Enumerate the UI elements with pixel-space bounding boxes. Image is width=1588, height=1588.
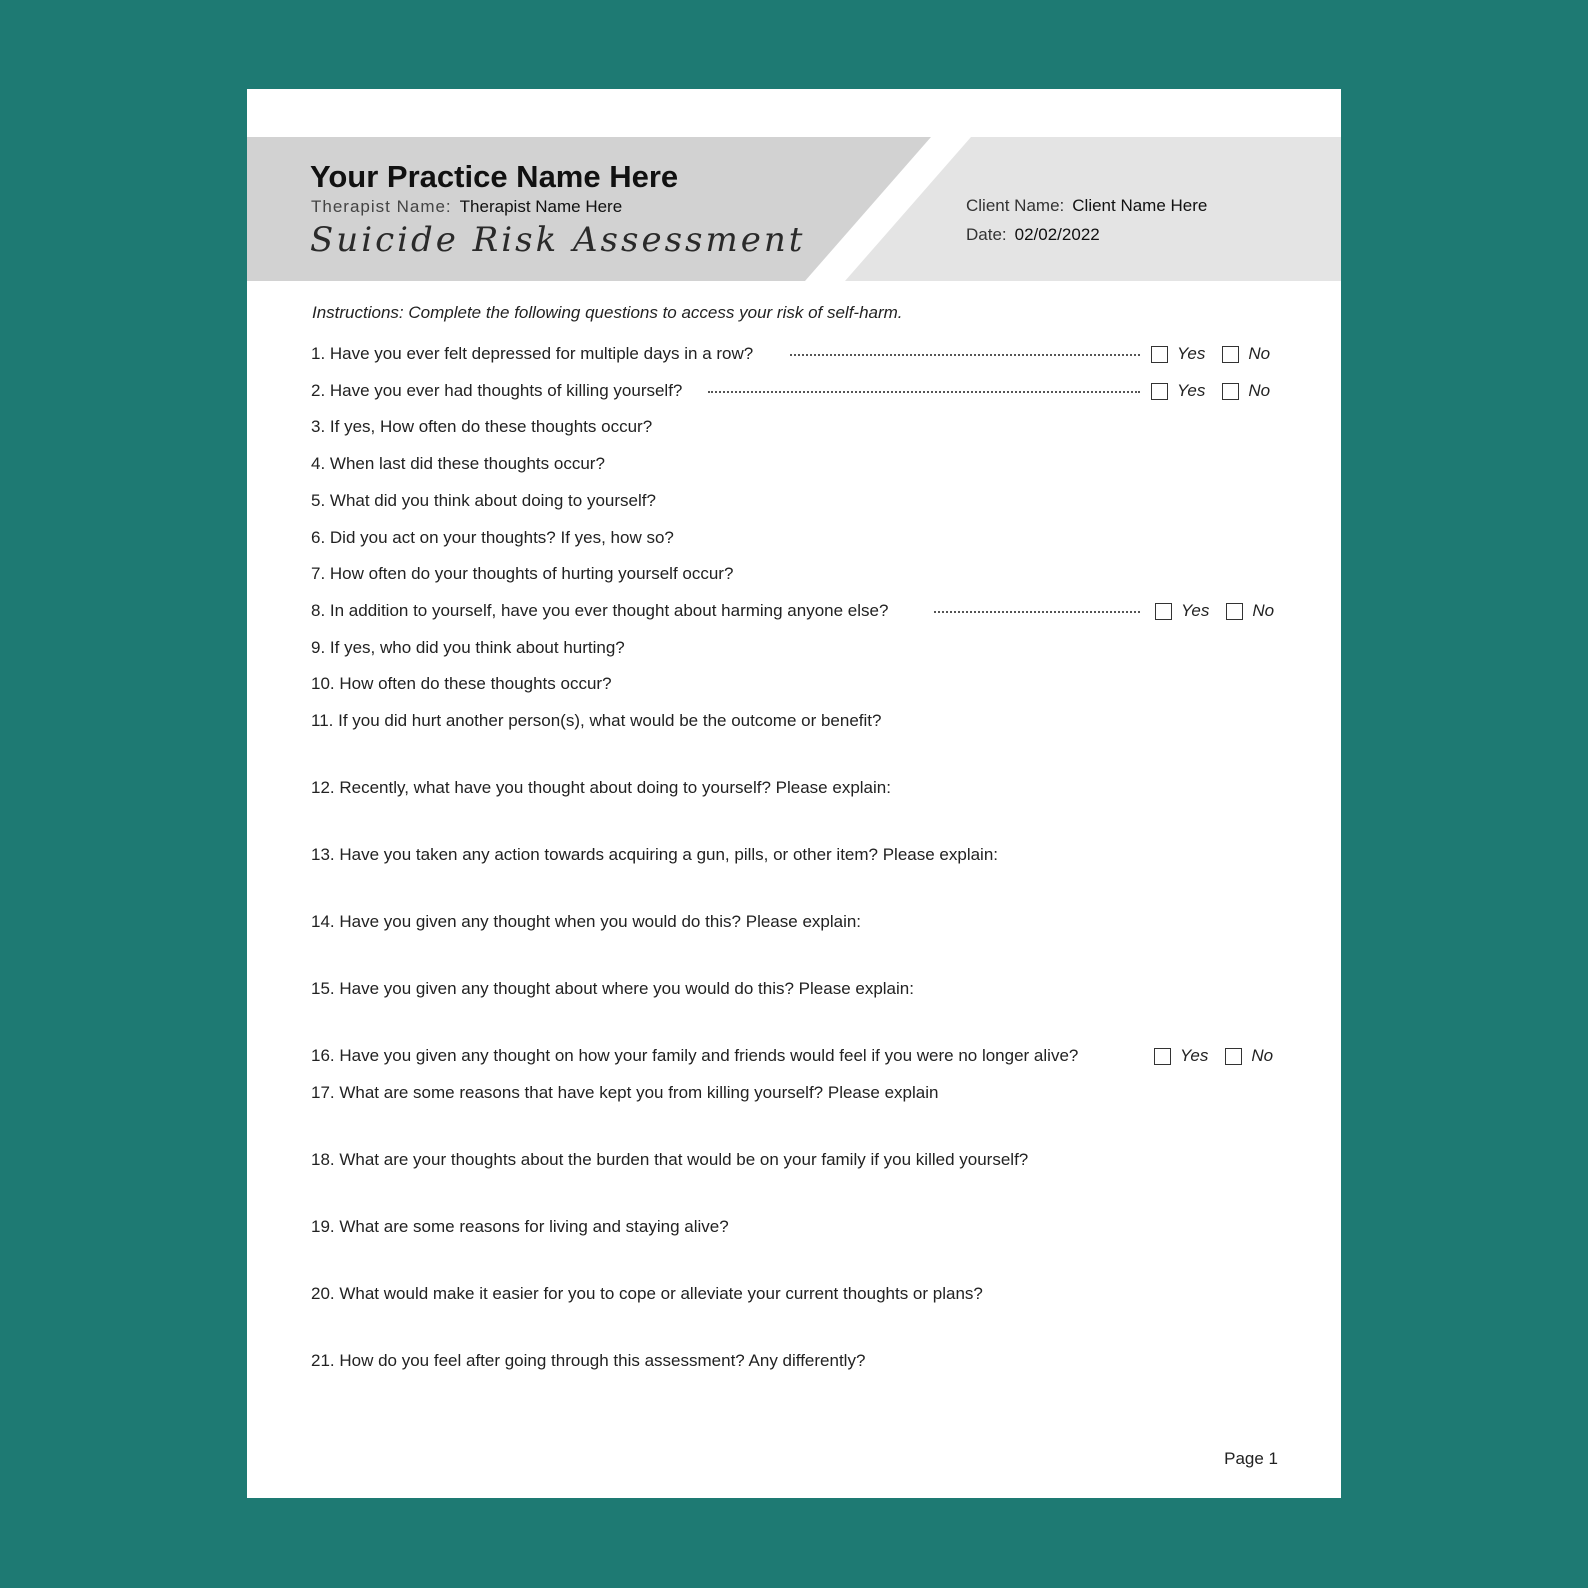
no-label-2: No — [1248, 381, 1271, 400]
question-6: 6. Did you act on your thoughts? If yes, how so? — [311, 528, 674, 547]
instructions: Instructions: Complete the following questions to access your risk of self-harm. — [312, 303, 903, 322]
yes-label-2: Yes — [1177, 381, 1206, 400]
yes-no-1 — [1151, 344, 1270, 364]
no-checkbox-8[interactable] — [1226, 603, 1243, 620]
question-20: 20. What would make it easier for you to cope or alleviate your current thoughts or plans? — [311, 1284, 983, 1303]
yes-no-16 — [1154, 1046, 1273, 1066]
question-12: 12. Recently, what have you thought about doing to yourself? Please explain: — [311, 778, 891, 797]
question-15: 15. Have you given any thought about where you would do this? Please explain: — [311, 979, 914, 998]
yes-no-8 — [1155, 601, 1274, 621]
therapist-label: Therapist Name: — [311, 197, 452, 216]
question-10: 10. How often do these thoughts occur? — [311, 674, 612, 693]
client-line — [966, 196, 1207, 216]
dotted-leader-2 — [708, 391, 1140, 393]
yes-checkbox-2[interactable] — [1151, 383, 1168, 400]
yes-label-8: Yes — [1181, 601, 1210, 620]
yes-no-2 — [1151, 381, 1270, 401]
yes-checkbox-1[interactable] — [1151, 346, 1168, 363]
no-checkbox-2[interactable] — [1222, 383, 1239, 400]
client-name-field[interactable]: Client Name Here — [1072, 196, 1208, 215]
question-3: 3. If yes, How often do these thoughts occur? — [311, 417, 653, 436]
date-field[interactable]: 02/02/2022 — [1014, 225, 1100, 244]
practice-name: Your Practice Name Here — [310, 159, 679, 194]
question-5: 5. What did you think about doing to yourself? — [311, 491, 656, 510]
therapist-name-field[interactable]: Therapist Name Here — [459, 197, 623, 216]
page-number: Page 1 — [1224, 1449, 1278, 1468]
question-1: 1. Have you ever felt depressed for multiple days in a row? — [311, 344, 754, 363]
client-label: Client Name: — [966, 196, 1065, 215]
question-21: 21. How do you feel after going through this assessment? Any differently? — [311, 1351, 866, 1370]
form-page — [247, 89, 1341, 1498]
yes-label-1: Yes — [1177, 344, 1206, 363]
no-checkbox-16[interactable] — [1225, 1048, 1242, 1065]
question-18: 18. What are your thoughts about the burden that would be on your family if you killed yourself? — [311, 1150, 1029, 1169]
no-label-16: No — [1251, 1046, 1274, 1065]
question-4: 4. When last did these thoughts occur? — [311, 454, 605, 473]
question-11: 11. If you did hurt another person(s), what would be the outcome or benefit? — [311, 711, 882, 730]
question-16: 16. Have you given any thought on how your family and friends would feel if you were no longer alive? — [311, 1046, 1079, 1065]
no-label-8: No — [1252, 601, 1275, 620]
date-label: Date: — [966, 225, 1007, 244]
dotted-leader-1 — [790, 354, 1140, 356]
question-7: 7. How often do your thoughts of hurting yourself occur? — [311, 564, 734, 583]
question-2: 2. Have you ever had thoughts of killing yourself? — [311, 381, 683, 400]
therapist-line — [311, 197, 622, 217]
question-9: 9. If yes, who did you think about hurting? — [311, 638, 625, 657]
yes-label-16: Yes — [1180, 1046, 1209, 1065]
dotted-leader-8 — [934, 611, 1140, 613]
question-14: 14. Have you given any thought when you would do this? Please explain: — [311, 912, 862, 931]
question-17: 17. What are some reasons that have kept you from killing yourself? Please explain — [311, 1083, 939, 1102]
no-label-1: No — [1248, 344, 1271, 363]
date-line — [966, 225, 1100, 245]
question-8: 8. In addition to yourself, have you ever thought about harming anyone else? — [311, 601, 889, 620]
yes-checkbox-8[interactable] — [1155, 603, 1172, 620]
form-title: Suicide Risk Assessment — [310, 220, 806, 260]
question-19: 19. What are some reasons for living and staying alive? — [311, 1217, 729, 1236]
yes-checkbox-16[interactable] — [1154, 1048, 1171, 1065]
no-checkbox-1[interactable] — [1222, 346, 1239, 363]
question-13: 13. Have you taken any action towards acquiring a gun, pills, or other item? Please explain: — [311, 845, 999, 864]
